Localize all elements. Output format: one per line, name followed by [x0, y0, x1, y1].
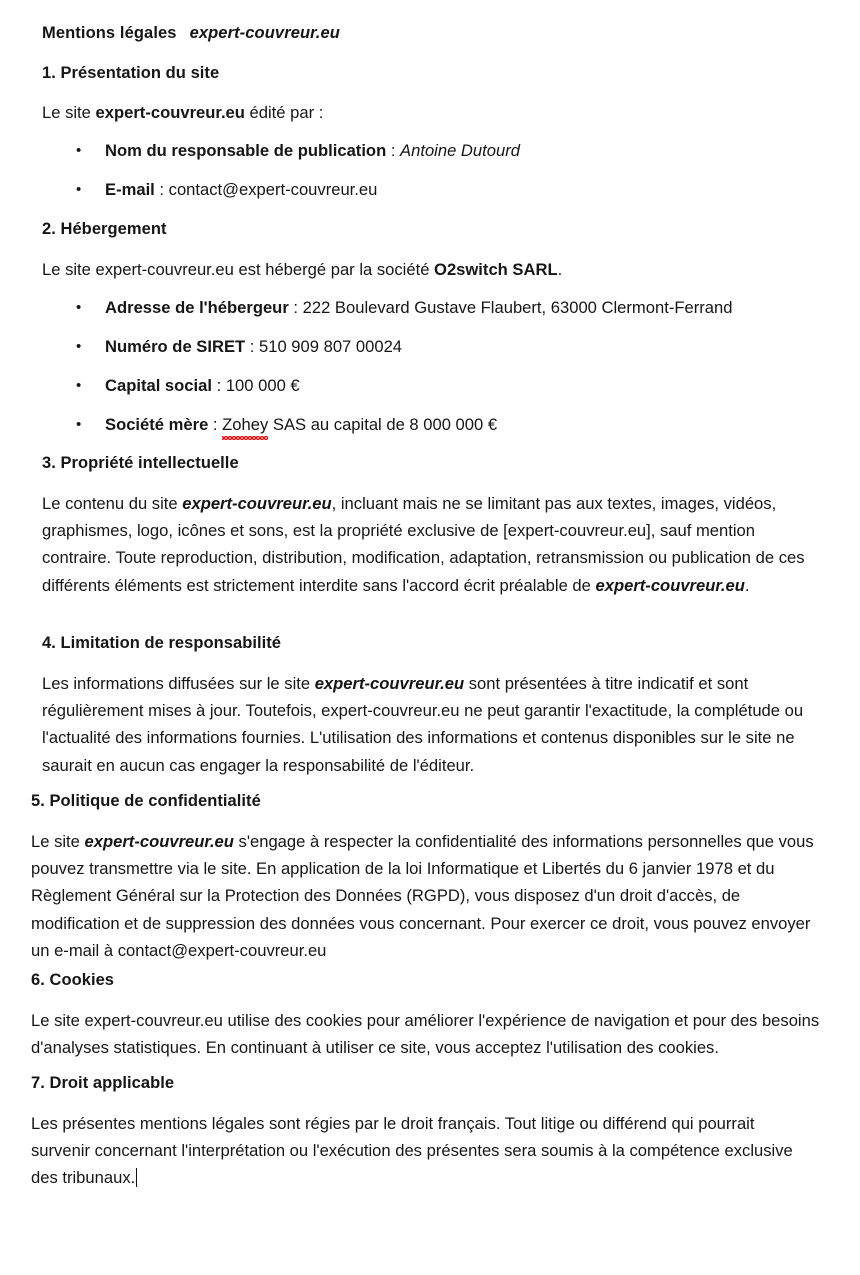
s2-bullet-0-label: Adresse de l'hébergeur	[105, 298, 289, 317]
s1-bullet-1-sep: :	[154, 180, 169, 199]
list-item-content	[105, 139, 520, 163]
paragraph-section-7	[31, 1110, 811, 1192]
text-cursor-caret	[136, 1168, 138, 1187]
list-item-content	[105, 335, 402, 359]
s5-part1: Le site	[31, 832, 85, 851]
s4-site-1: expert-couvreur.eu	[314, 674, 465, 693]
s1-intro-post: édité par :	[244, 103, 324, 122]
bullet-dot-icon: •	[76, 416, 82, 433]
page-title-main: Mentions légales	[42, 24, 177, 42]
s2-intro-host: O2switch SARL	[434, 260, 558, 279]
s3-part2: , incluant mais ne se limitant pas aux textes, images, vidéos, graphismes, logo, icônes et sons, est la propriété exclusive de [expert-couvreur.eu], sauf mention contraire. Toute reproduction, distribution, modification, adaptation, retransmission ou publication de ces différents éléments est strictement interdite sans l'accord écrit préalable de	[42, 494, 805, 595]
s2-bullet-1-sep: :	[245, 337, 259, 356]
paragraph-section-5	[31, 828, 819, 964]
bullet-dot-icon: •	[76, 338, 82, 355]
page-title	[42, 22, 340, 44]
s1-bullet-0-label: Nom du responsable de publication	[105, 141, 387, 160]
s2-bullet-3-sep: :	[208, 415, 223, 434]
s3-site-1: expert-couvreur.eu	[182, 494, 332, 513]
s2-bullet-2-sep: :	[211, 376, 226, 395]
list-item-content	[105, 413, 497, 437]
heading-section-1: 1. Présentation du site	[42, 64, 220, 82]
spellcheck-misspelled-word[interactable]: Zohey	[222, 413, 268, 437]
s7-text: Les présentes mentions légales sont régies par le droit français. Tout litige ou différend qui pourrait survenir concernant l'interprétation ou l'exécution des présentes sera soumis à la compétence exclusive des tribunaux.	[31, 1114, 793, 1188]
s2-bullet-1-value: 510 909 807 00024	[259, 337, 403, 356]
s5-part2: s'engage à respecter la confidentialité des informations personnelles que vous pouvez transmettre via le site. En application de la loi Informatique et Libertés du 6 janvier 1978 et du Règlement Général sur la Protection des Données (RGPD), vous disposez d'un droit d'accès, de modification et de suppression des données vous concernant. Pour exercer ce droit, vous pouvez envoyer un e-mail à contact@expert-couvreur.eu	[31, 832, 814, 960]
s4-part1: Les informations diffusées sur le site	[42, 674, 315, 693]
s1-bullet-0-value: Antoine Dutourd	[400, 141, 520, 160]
s1-intro-site: expert-couvreur.eu	[95, 103, 245, 122]
s2-bullet-0-value: 222 Boulevard Gustave Flaubert, 63000 Clermont-Ferrand	[302, 298, 733, 317]
list-item-content	[105, 178, 377, 202]
list-item-content	[105, 374, 300, 398]
paragraph-section-2-intro	[42, 256, 812, 283]
s2-bullet-0-sep: :	[288, 298, 303, 317]
bullet-dot-icon: •	[76, 299, 82, 316]
s1-bullet-1-label: E-mail	[105, 180, 155, 199]
paragraph-section-4	[42, 670, 830, 779]
s1-bullet-1-value: contact@expert-couvreur.eu	[168, 180, 378, 199]
s2-intro-post: .	[557, 260, 563, 279]
s2-intro-pre: Le site expert-couvreur.eu est hébergé par la société	[42, 260, 435, 279]
s1-intro-pre: Le site	[42, 103, 96, 122]
page-title-site: expert-couvreur.eu	[189, 24, 340, 42]
heading-section-6: 6. Cookies	[31, 971, 115, 989]
s4-part2: sont présentées à titre indicatif et sont régulièrement mises à jour. Toutefois, expert-couvreur.eu ne peut garantir l'exactitude, la complétude ou l'actualité des informations fournies. L'utilisation des informations et contenus disponibles sur le site ne saurait en aucun cas engager la responsabilité de l'éditeur.	[42, 674, 804, 775]
heading-section-3: 3. Propriété intellectuelle	[42, 454, 239, 472]
heading-section-7: 7. Droit applicable	[31, 1074, 175, 1092]
paragraph-section-6: Le site expert-couvreur.eu utilise des cookies pour améliorer l'expérience de navigation et pour des besoins d'analyses statistiques. En continuant à utiliser ce site, vous acceptez l'utilisation des cookies.	[31, 1011, 820, 1058]
s3-part3: .	[744, 575, 750, 595]
bullet-dot-icon: •	[76, 142, 82, 159]
s3-part1: Le contenu du site	[42, 494, 183, 513]
bullet-dot-icon: •	[76, 181, 82, 198]
s2-bullet-3-label: Société mère	[105, 415, 209, 434]
paragraph-section-3	[42, 490, 810, 599]
s5-site-1: expert-couvreur.eu	[84, 832, 234, 851]
s1-bullet-0-sep: :	[386, 141, 401, 160]
heading-section-2: 2. Hébergement	[42, 220, 167, 238]
s2-bullet-1-label: Numéro de SIRET	[105, 337, 246, 356]
s2-bullet-2-label: Capital social	[105, 376, 212, 395]
heading-section-5: 5. Politique de confidentialité	[31, 792, 261, 810]
heading-section-4: 4. Limitation de responsabilité	[42, 634, 282, 652]
s3-site-2: expert-couvreur.eu	[595, 575, 745, 595]
paragraph-section-1-intro	[42, 99, 802, 126]
s2-bullet-3-value-rest: SAS au capital de 8 000 000 €	[268, 415, 498, 434]
bullet-dot-icon: •	[76, 377, 82, 394]
s2-bullet-2-value: 100 000 €	[225, 376, 300, 395]
list-item-content	[105, 296, 732, 320]
